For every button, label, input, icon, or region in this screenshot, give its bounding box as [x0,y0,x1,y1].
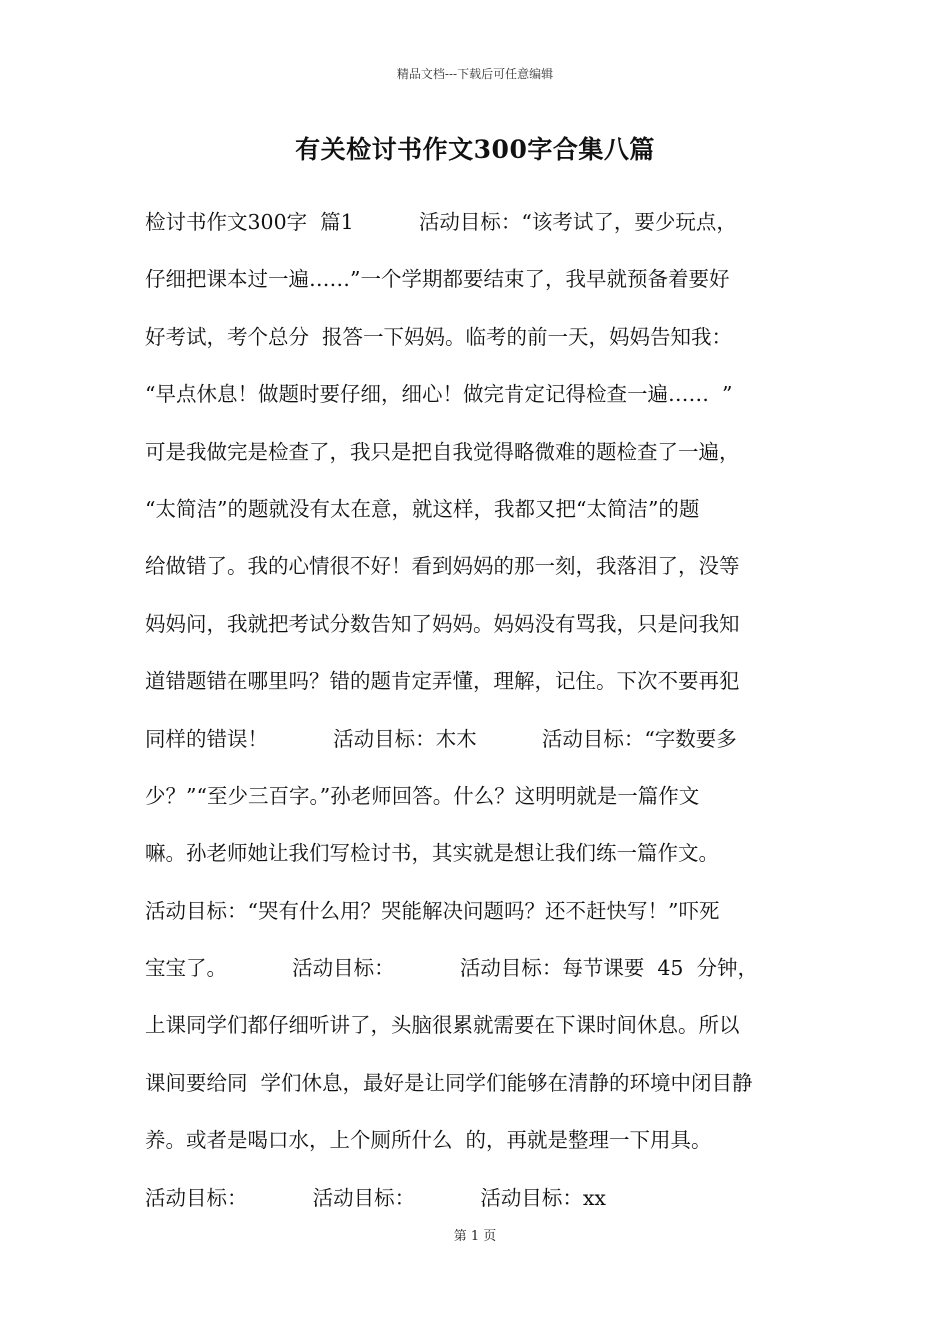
body-line: 上课同学们都仔细听讲了，头脑很累就需要在下课时间休息。所以 [145,1013,740,1038]
body-line: 妈妈问，我就把考试分数告知了妈妈。妈妈没有骂我，只是问我知 [145,611,740,636]
body-line: 活动目标：“哭有什么用？哭能解决问题吗？还不赶快写！”吓死 [145,898,720,923]
body-line: 少？”“至少三百字。”孙老师回答。什么？这明明就是一篇作文 [145,783,700,808]
body-line: 同样的错误！ 活动目标：木木 活动目标：“字数要多 [145,726,737,751]
body-line: 仔细把课本过一遍……”一个学期都要结束了，我早就预备着要好 [145,267,730,292]
body-line: 好考试，考个总分 报答一下妈妈。临考的前一天，妈妈告知我： [145,324,733,349]
body-line: 检讨书作文300字 篇1 活动目标：“该考试了，要少玩点， [145,210,737,234]
body-line: “早点休息！做题时要仔细，细心！做完肯定记得检查一遍…… ” [145,382,733,407]
document-title: 有关检讨书作文300字合集八篇 [295,135,655,164]
body-line: 嘛。孙老师她让我们写检讨书，其实就是想让我们练一篇作文。 [145,841,719,866]
body-line: 课间要给同 学们休息，最好是让同学们能够在清静的环境中闭目静 [145,1070,753,1095]
body-line: 可是我做完是检查了，我只是把自我觉得略微难的题检查了一遍， [145,439,740,464]
body-line: 宝宝了。 活动目标： 活动目标：每节课要 45 分钟， [145,956,758,981]
body-line: 道错题错在哪里吗？错的题肯定弄懂，理解，记住。下次不要再犯 [145,669,740,694]
body-line: 活动目标： 活动目标： 活动目标：xx [145,1185,606,1210]
page-number: 第 1 页 [453,1229,497,1244]
document-body [145,202,807,1235]
page-header: 精品文档---下载后可任意编辑 [396,67,554,81]
body-line: 养。或者是喝口水，上个厕所什么 的，再就是整理一下用具。 [145,1128,712,1153]
body-line: 给做错了。我的心情很不好！看到妈妈的那一刻，我落泪了，没等 [145,554,740,579]
body-line: “太简洁”的题就没有太在意，就这样，我都又把“太简洁”的题 [145,496,700,521]
